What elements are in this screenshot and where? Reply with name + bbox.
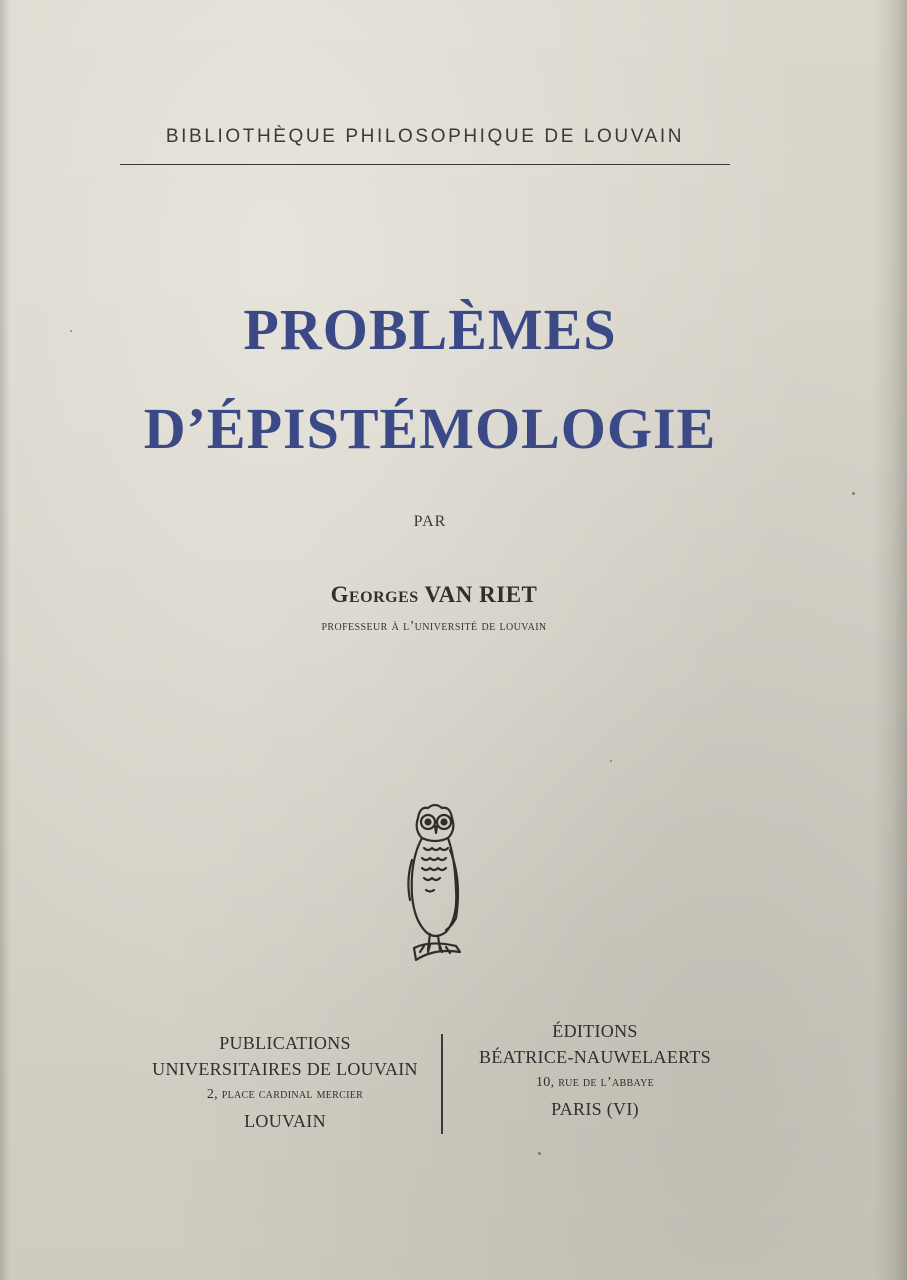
publisher-right <box>470 1018 720 1122</box>
series-title: BIBLIOTHÈQUE PHILOSOPHIQUE DE LOUVAIN <box>165 126 685 147</box>
publisher-right-line-1: ÉDITIONS <box>552 1021 638 1041</box>
author-affiliation: professeur à l’université de louvain <box>321 619 547 634</box>
paper-speck <box>852 492 855 495</box>
publisher-left <box>140 1030 430 1134</box>
paper-speck <box>610 760 612 762</box>
owl-icon <box>400 800 470 970</box>
book-title-line-1: PROBLÈMES <box>243 297 617 362</box>
author-name: Georges VAN RIET <box>330 582 538 607</box>
publisher-right-line-2: BÉATRICE-NAUWELAERTS <box>479 1047 711 1067</box>
paper-speck <box>538 1152 541 1155</box>
publisher-left-line-2: UNIVERSITAIRES DE LOUVAIN <box>152 1059 418 1079</box>
cover-left-shadow <box>0 0 10 1280</box>
series-underline <box>120 164 730 165</box>
paper-speck <box>70 330 72 332</box>
publisher-left-city: LOUVAIN <box>244 1111 326 1131</box>
publisher-left-address: 2, place cardinal mercier <box>206 1087 364 1102</box>
by-label: PAR <box>413 513 447 530</box>
cover-right-shadow <box>873 0 907 1280</box>
publisher-divider <box>441 1034 443 1134</box>
publisher-right-city: PARIS (VI) <box>551 1099 639 1119</box>
book-title-line-2: D’ÉPISTÉMOLOGIE <box>143 396 717 461</box>
publisher-right-address: 10, rue de l’abbaye <box>536 1075 654 1090</box>
publisher-left-line-1: PUBLICATIONS <box>219 1033 351 1053</box>
